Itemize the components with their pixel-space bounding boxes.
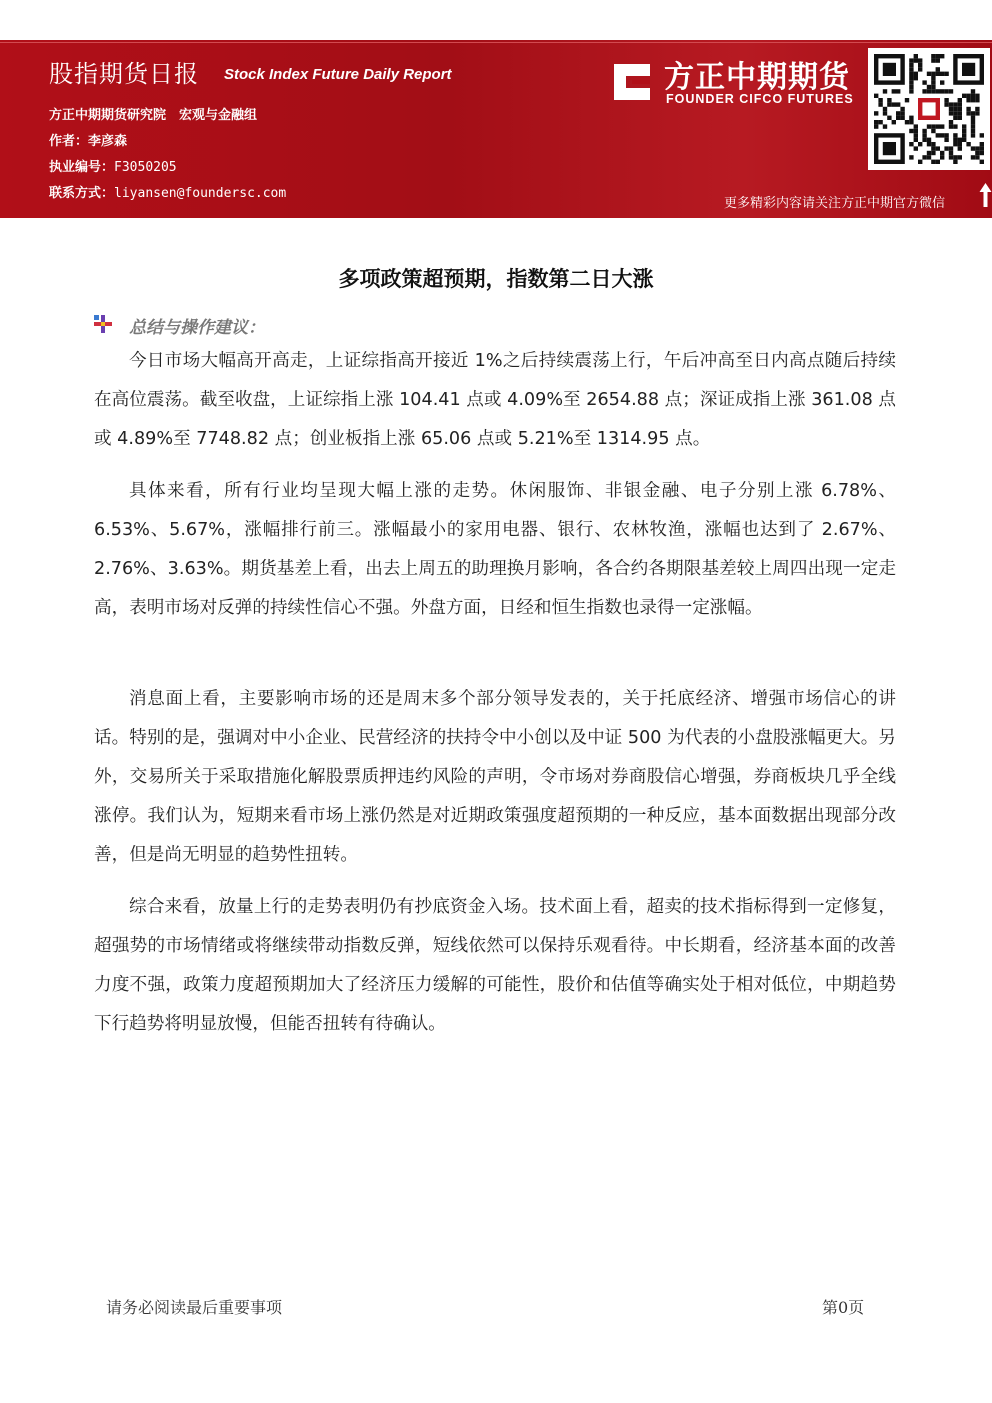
paragraph-4: 综合来看，放量上行的走势表明仍有抄底资金入场。技术面上看，超卖的技术指标得到一定修复，超强势的市场情绪或将继续带动指数反弹，短线依然可以保持乐观看待。中长期看，经济基本面的改善力度不强，政策力度超预期加大了经济压力缓解的可能性，股价和估值等确实处于相对低位，中期趋势下行趋势将明显放慢，但能否扭转有待确认。 <box>94 897 896 1034</box>
paragraph-2: 具体来看，所有行业均呈现大幅上涨的走势。休闲服饰、非银金融、电子分别上涨 6.78%、6.53%、5.67%，涨幅排行前三。涨幅最小的家用电器、银行、农林牧渔，涨幅也达到了 2.67%、2.76%、3.63%。期货基差上看，出去上周五的助理换月影响，各合约各期限基差较上周四出现一定走高，表明市场对反弹的持续性信心不强。外盘方面，日经和恒生指数也录得一定涨幅。 <box>94 481 896 618</box>
qr-code-icon <box>868 48 990 170</box>
founder-logo-icon <box>608 58 656 106</box>
page-number: 第0页 <box>822 1298 865 1317</box>
license-label: 执业编号： <box>49 160 115 175</box>
arrow-up-icon <box>979 182 992 208</box>
report-subtitle: Stock Index Future Daily Report <box>224 66 452 83</box>
footer-notice: 请务必阅读最后重要事项 <box>106 1298 283 1317</box>
header-banner <box>0 40 992 218</box>
bullet-icon <box>94 315 112 333</box>
license-line <box>49 156 177 175</box>
document-title: 多项政策超预期，指数第二日大涨 <box>338 267 654 291</box>
paragraph-1: 今日市场大幅高开高走，上证综指高开接近 1%之后持续震荡上行，午后冲高至日内高点随后持续在高位震荡。截至收盘，上证综指上涨 104.41 点或 4.09%至 2654.88 点；深证成指上涨 361.08 点或 4.89%至 7748.82 点；创业板指上涨 65.06 点或 5.21%至 1314.95 点。 <box>94 351 896 449</box>
report-title: 股指期货日报 <box>49 60 199 88</box>
author-label: 作者： <box>49 134 89 149</box>
author-line <box>49 130 127 149</box>
section-heading-label: 总结与操作建议： <box>129 318 265 338</box>
institute-line: 方正中期期货研究院 宏观与金融组 <box>49 108 258 123</box>
banner-divider <box>0 42 992 43</box>
company-name-en: FOUNDER CIFCO FUTURES <box>666 92 854 106</box>
wechat-note: 更多精彩内容请关注方正中期官方微信 <box>724 196 946 211</box>
author-name: 李彦森 <box>88 134 128 149</box>
contact-line <box>49 182 286 201</box>
contact-email: liyansen@foundersc.com <box>114 186 287 201</box>
contact-label: 联系方式： <box>49 186 115 201</box>
license-number: F3050205 <box>114 160 177 175</box>
paragraph-3: 消息面上看，主要影响市场的还是周末多个部分领导发表的，关于托底经济、增强市场信心的讲话。特别的是，强调对中小企业、民营经济的扶持令中小创以及中证 500 为代表的小盘股涨幅更大。另外，交易所关于采取措施化解股票质押违约风险的声明，令市场对券商股信心增强，券商板块几乎全线涨停。我们认为，短期来看市场上涨仍然是对近期政策强度超预期的一种反应，基本面数据出现部分改善，但是尚无明显的趋势性扭转。 <box>94 689 896 865</box>
company-name-cn: 方正中期期货 <box>664 60 850 95</box>
